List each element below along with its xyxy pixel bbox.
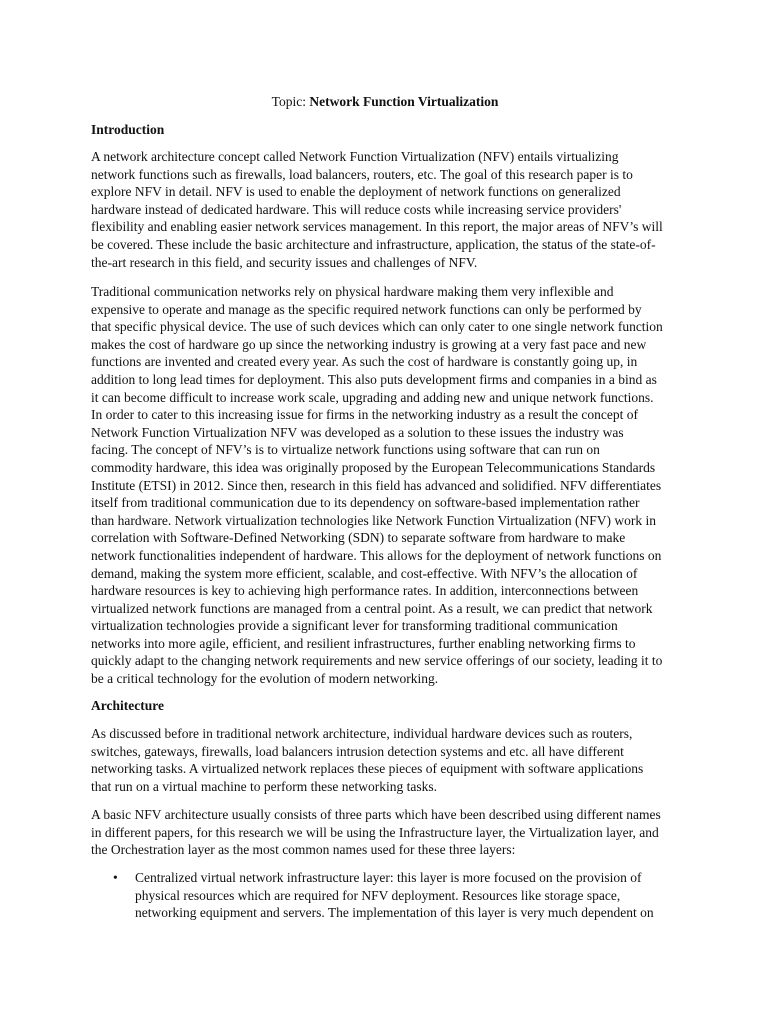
text-line: demand, making the system more efficient, scalable, and cost-effective. With NFV’s the allocation of — [91, 565, 638, 581]
page-title — [91, 93, 679, 110]
text-line: physical resources which are required for NFV deployment. Resources like storage space, — [135, 887, 621, 903]
text-line: Network Function Virtualization NFV was developed as a solution to these issues the industry was — [91, 424, 624, 440]
title-main: Network Function Virtualization — [309, 94, 499, 109]
text-line: that run on a virtual machine to perform these networking tasks. — [91, 778, 438, 794]
text-line: A network architecture concept called Network Function Virtualization (NFV) entails virtualizing — [91, 149, 619, 164]
text-line: correlation with Software-Defined Networking (SDN) to separate software from hardware to make — [91, 530, 626, 546]
text-line: that specific physical device. The use of such devices which can only cater to one single network function — [91, 319, 663, 335]
text-line: networking equipment and servers. The implementation of this layer is very much dependent on — [135, 905, 654, 921]
text-line: In order to cater to this increasing issue for firms in the networking industry as a result the concept of — [91, 407, 638, 423]
heading-introduction: Introduction — [91, 122, 165, 137]
text-line: Institute (ETSI) in 2012. Since then, research in this field has advanced and solidified. NFV differentiates — [91, 477, 662, 493]
text-line: Traditional communication networks rely on physical hardware making them very inflexible and — [91, 284, 614, 299]
text-line: itself from traditional communication due to its dependency on software-based implementation rather — [91, 495, 640, 511]
paragraph-intro-2 — [91, 283, 679, 688]
text-line: than hardware. Network virtualization technologies like Network Function Virtualization (NFV) work in — [91, 512, 657, 528]
text-line: addition to long lead times for deployment. This also puts development firms and companies in a bind as — [91, 371, 657, 387]
paragraph-architecture-1 — [91, 725, 679, 795]
paragraph-architecture-2 — [91, 806, 679, 859]
text-line: be covered. These include the basic architecture and infrastructure, application, the status of the state-of- — [91, 236, 656, 252]
text-line: makes the cost of hardware go up since the networking industry is growing at a very fast pace and new — [91, 336, 647, 352]
text-line: As discussed before in traditional network architecture, individual hardware devices such as routers, — [91, 726, 633, 741]
text-line: A basic NFV architecture usually consists of three parts which have been described using different names — [91, 807, 661, 822]
text-line: expensive to operate and manage as the specific required network functions can only be performed by — [91, 301, 642, 317]
text-line: in different papers, for this research we will be using the Infrastructure layer, the Virtualization layer, and — [91, 824, 659, 840]
list-item-text — [135, 869, 679, 922]
text-line: functions are invented and created every year. As such the cost of hardware is constantly going up, in — [91, 354, 638, 370]
text-line: facing. The concept of NFV’s is to virtualize network functions using software that can run on — [91, 442, 600, 458]
text-line: networks into more agile, efficient, and resilient infrastructures, further enabling networking firms to — [91, 635, 636, 651]
bullet-icon: • — [113, 870, 118, 885]
text-line: networking tasks. A virtualized network replaces these pieces of equipment with software applications — [91, 761, 644, 777]
text-line: be a critical technology for the evolution of modern networking. — [91, 671, 439, 687]
paragraph-intro-1 — [91, 148, 679, 271]
text-line: quickly adapt to the changing network requirements and new service offerings of our society, leading it to — [91, 653, 663, 669]
text-line: explore NFV in detail. NFV is used to enable the deployment of network functions on generalized — [91, 184, 621, 200]
text-line: hardware resources is key to achieving high performance rates. In addition, interconnections between — [91, 583, 639, 599]
text-line: network functions such as firewalls, load balancers, routers, etc. The goal of this research paper is to — [91, 166, 633, 182]
text-line: flexibility and enabling easier network services management. In this report, the major areas of NFV’s will — [91, 219, 663, 235]
text-line: hardware instead of dedicated hardware. This will reduce costs while increasing service providers' — [91, 201, 622, 217]
text-line: it can become difficult to increase work scale, upgrading and adding new and unique network functions. — [91, 389, 654, 405]
heading-architecture: Architecture — [91, 698, 164, 713]
text-line: network functionalities independent of hardware. This allows for the deployment of network functions on — [91, 547, 662, 563]
text-line: the-art research in this field, and security issues and challenges of NFV. — [91, 254, 478, 270]
title-prefix: Topic: — [271, 94, 310, 109]
text-line: commodity hardware, this idea was originally proposed by the European Telecommunications Standards — [91, 459, 656, 475]
text-line: virtualization technologies provide a significant lever for transforming traditional communication — [91, 618, 618, 634]
text-line: Centralized virtual network infrastructure layer: this layer is more focused on the provision of — [135, 870, 642, 885]
text-line: the Orchestration layer as the most common names used for these three layers: — [91, 842, 516, 858]
text-line: virtualized network functions are managed from a central point. As a result, we can predict that network — [91, 600, 653, 616]
text-line: switches, gateways, firewalls, load balancers intrusion detection systems and etc. all have different — [91, 743, 624, 759]
